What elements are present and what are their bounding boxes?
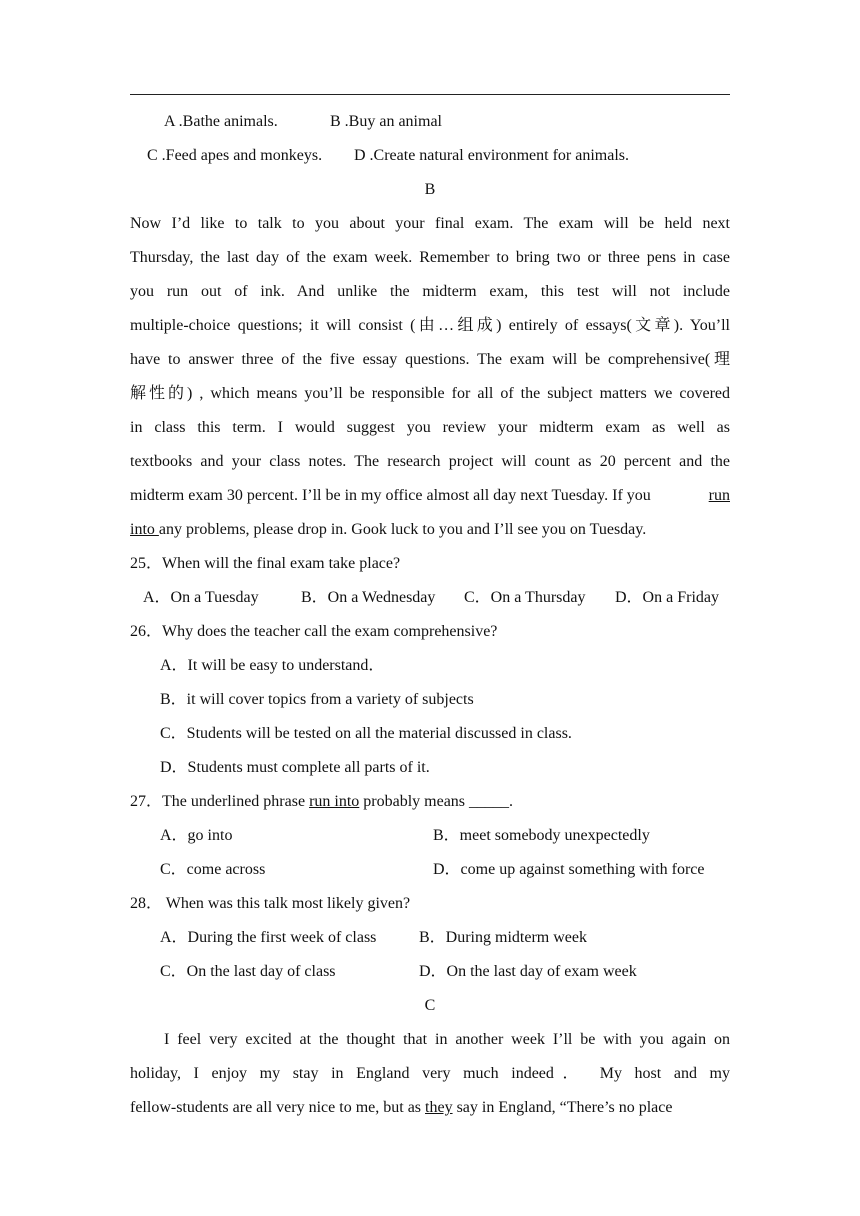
passage-c-line-3-text: fellow-students are all very nice to me, but as bbox=[130, 1099, 426, 1116]
underlined-they: they bbox=[425, 1099, 453, 1116]
passage-c-line-3-end: say in England, “There’s no place bbox=[452, 1099, 673, 1116]
q24-option-c: C .Feed apes and monkeys. bbox=[147, 147, 323, 164]
passage-c-line-1: I feel very excited at the thought that in another week I’ll be with you again on bbox=[164, 1031, 730, 1048]
section-b-heading: B bbox=[424, 181, 436, 198]
q27-stem bbox=[130, 792, 730, 812]
passage-b-line-7: in class this term. I would suggest you review your midterm exam as well as bbox=[130, 419, 730, 436]
q25-option-a: A．On a Tuesday bbox=[143, 589, 259, 606]
passage-b-line-10-text: any problems, please drop in. Gook luck to you and I’ll see you on Tuesday. bbox=[158, 521, 647, 538]
q27-option-a: A．go into bbox=[160, 827, 233, 844]
q26-option-d: D．Students must complete all parts of it. bbox=[160, 759, 430, 776]
q25-stem: 25．When will the final exam take place? bbox=[130, 555, 401, 572]
q27-option-b: B．meet somebody unexpectedly bbox=[433, 827, 650, 844]
q28-option-c: C．On the last day of class bbox=[160, 963, 336, 980]
underlined-into: into bbox=[130, 521, 159, 538]
passage-b-line-4: multiple-choice questions; it will consist (由…组成) entirely of essays(文章). You’ll bbox=[130, 317, 730, 334]
passage-b-line-3: you run out of ink. And unlike the midterm exam, this test will not include bbox=[130, 283, 730, 300]
passage-b-line-5: have to answer three of the five essay questions. The exam will be comprehensive(理 bbox=[130, 351, 730, 368]
passage-b-line-8: textbooks and your class notes. The research project will count as 20 percent and the bbox=[130, 453, 730, 470]
passage-b-line-6: 解性的) , which means you’ll be responsible for all of the subject matters we covered bbox=[130, 385, 730, 402]
passage-b-line-9 bbox=[130, 486, 730, 506]
q27-option-c: C．come across bbox=[160, 861, 266, 878]
q24-option-b: B .Buy an animal bbox=[330, 113, 442, 130]
section-c-heading: C bbox=[424, 997, 436, 1014]
q27-option-d: D．come up against something with force bbox=[433, 861, 705, 878]
passage-b-line-9-text: midterm exam 30 percent. I’ll be in my office almost all day next Tuesday. If you bbox=[130, 487, 651, 504]
q26-option-c: C．Students will be tested on all the material discussed in class. bbox=[160, 725, 572, 742]
q27-stem-text: 27．The underlined phrase bbox=[130, 793, 310, 810]
q27-stem-blank: probably means _____. bbox=[359, 793, 514, 810]
q27-underlined-phrase: run into bbox=[309, 793, 360, 810]
passage-c-line-2: holiday, I enjoy my stay in England very much indeed． My host and my bbox=[130, 1065, 730, 1082]
q24-option-a: A .Bathe animals. bbox=[164, 113, 278, 130]
q25-option-d: D．On a Friday bbox=[615, 589, 719, 606]
passage-b-line-10 bbox=[130, 520, 730, 540]
q25-option-c: C．On a Thursday bbox=[464, 589, 586, 606]
q26-option-a: A．It will be easy to understand． bbox=[160, 657, 385, 674]
passage-b-line-1: Now I’d like to talk to you about your final exam. The exam will be held next bbox=[130, 215, 730, 232]
q25-option-b: B．On a Wednesday bbox=[301, 589, 436, 606]
q26-option-b: B．it will cover topics from a variety of subjects bbox=[160, 691, 474, 708]
passage-b-line-2: Thursday, the last day of the exam week. Remember to bring two or three pens in case bbox=[130, 249, 730, 266]
q28-option-a: A．During the first week of class bbox=[160, 929, 377, 946]
q24-option-d: D .Create natural environment for animals. bbox=[354, 147, 630, 164]
q26-stem: 26．Why does the teacher call the exam comprehensive? bbox=[130, 623, 498, 640]
header-rule bbox=[130, 94, 730, 95]
q28-option-b: B．During midterm week bbox=[419, 929, 587, 946]
q28-option-d: D．On the last day of exam week bbox=[419, 963, 637, 980]
passage-c-line-3 bbox=[130, 1098, 730, 1118]
underlined-run: run bbox=[708, 487, 730, 504]
q28-stem: 28． When was this talk most likely given? bbox=[130, 895, 411, 912]
